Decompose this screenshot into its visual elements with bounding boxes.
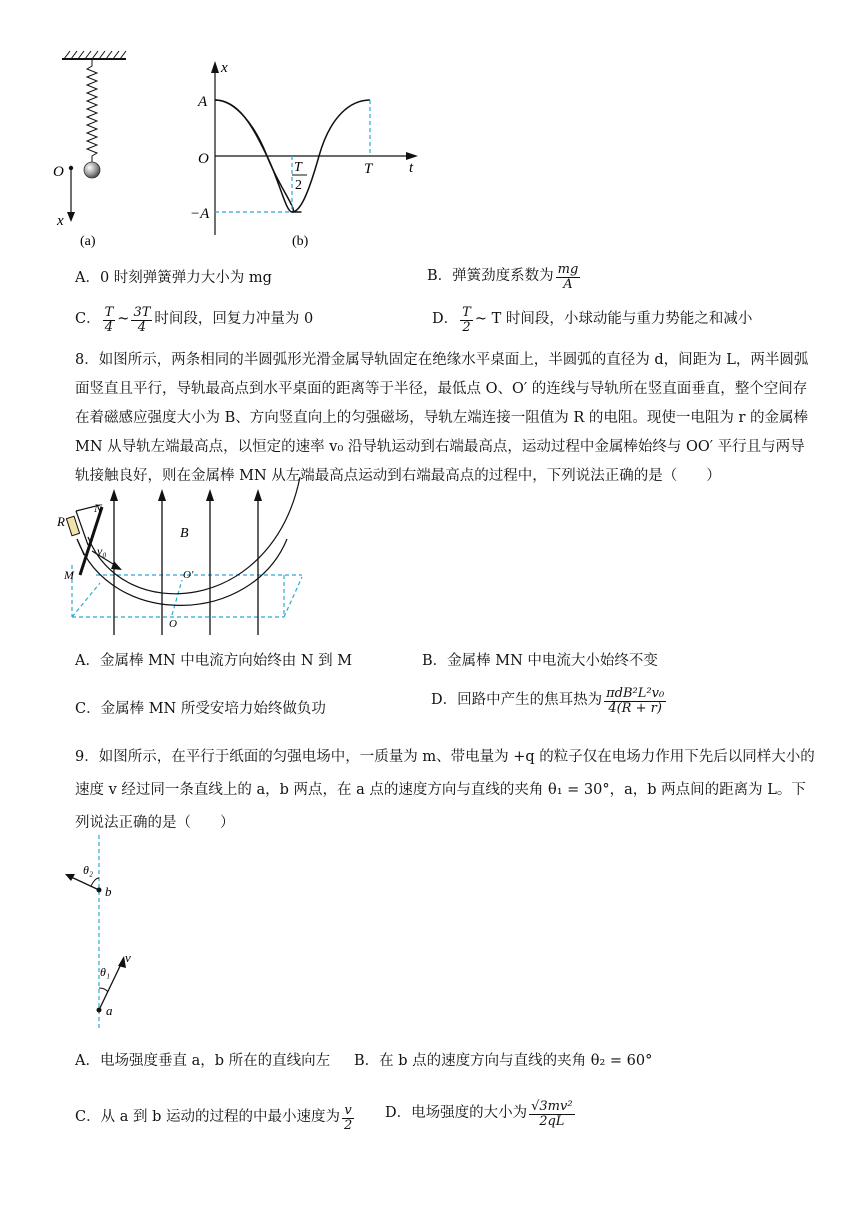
q8-option-a[interactable]: A．金属棒 MN 中电流方向始终由 N 到 M [75, 653, 353, 669]
q8-fig-v0: v₀ [97, 544, 107, 558]
q9-fig-theta2: θ₂ [83, 863, 94, 877]
q7-option-a[interactable]: A．0 时刻弹簧弹力大小为 mg [75, 270, 272, 286]
figure-particle-q9 [55, 830, 155, 1035]
q9-option-d-frac: $\frac{\text{√3mv²}}{2qL}$ [531, 1099, 573, 1129]
q7-option-c-frac1: $\frac{T}{4}$ [104, 305, 114, 335]
q8-fig-N: N [94, 501, 103, 515]
fig-b-negA-label: −A [190, 206, 210, 222]
q9-fig-b: b [105, 884, 112, 899]
q8-stem: 8．如图所示，两条相同的半圆弧形光滑金属导轨固定在绝缘水平桌面上，半圆弧的直径为 d，间距为 L，两半圆弧面竖直且平行，导轨最高点到水平桌面的距离等于半径，最低点 O、O′ 的连线与导轨所在竖直面垂直，整个空间存在着磁感应强度大小为 B、方向竖直向上的匀强磁场，导轨左端连接一阻值为 R 的电阻。现使一电阻为 r 的金属棒 MN 从导轨左端最高点，以恒定的速率 v₀ 沿导轨运动到右端最高点，运动过程中金属棒始终与 OO′ 平行且与两导轨接触良好，则在金属棒 MN 从左端最高点运动到右端最高点的过程中，下列说法正确的是（ ） [75, 352, 809, 484]
q8-option-d[interactable]: D．回路中产生的焦耳热为 $\frac{\text{πdB²L²v₀}}{4(R + r)}$ [431, 686, 665, 716]
q7-option-d[interactable]: D． $\frac{T}{2}$ ~ T 时间段，小球动能与重力势能之和减小 [432, 305, 753, 335]
q7-option-c[interactable]: C． $\frac{T}{4}$ ~ $\frac{3T}{4}$ 时间段，回复力冲量为 0 [75, 305, 314, 335]
q9-fig-v: v [125, 950, 131, 965]
fig-b-t-axis-label: t [409, 160, 414, 176]
q8-fig-O-prime: O′ [183, 569, 194, 581]
q9-stem: 9．如图所示，在平行于纸面的匀强电场中，一质量为 m、带电量为 +q 的粒子仅在电场力作用下先后以同样大小的速度 v 经过同一条直线上的 a，b 两点，在 a 点的速度方向与直线的夹角 θ₁ = 30°，a，b 两点间的距离为 L。下列说法正确的是（ ） [75, 749, 815, 831]
fig-b-x-axis-label: x [221, 60, 228, 76]
q8-fig-B: B [180, 526, 189, 541]
q7-option-b[interactable] [427, 263, 582, 291]
q8-fig-O: O [169, 618, 177, 630]
fig-b-caption: (b) [292, 234, 309, 249]
q8-option-b[interactable]: B．金属棒 MN 中电流大小始终不变 [422, 653, 658, 669]
fig-b-A-label: A [198, 94, 208, 110]
fig-a-caption: (a) [80, 234, 96, 249]
q7-option-b-fraction: $\frac{mg}{A}$ [557, 262, 579, 292]
figure-sine-b [190, 55, 430, 250]
q8-option-c[interactable]: C．金属棒 MN 所受安培力始终做负功 [75, 701, 326, 717]
q7-option-b-text: B．弹簧劲度系数为 [427, 268, 554, 285]
fig-a-o-label: O [53, 164, 64, 180]
q9-option-b[interactable]: B．在 b 点的速度方向与直线的夹角 θ₂ = 60° [354, 1053, 653, 1069]
fig-b-T-half-den: 2 [295, 178, 302, 193]
fig-b-T-label: T [364, 161, 373, 177]
q9-fig-a: a [106, 1003, 113, 1018]
figure-rails-q8 [52, 475, 312, 635]
q9-option-c-frac: $\frac{v}{2}$ [343, 1103, 353, 1133]
fig-a-x-label: x [57, 213, 64, 229]
q7-option-c-frac2: $\frac{3T}{4}$ [133, 305, 151, 335]
q9-option-c[interactable]: C．从 a 到 b 运动的过程的中最小速度为 $\frac{v}{2}$ [75, 1103, 353, 1133]
q9-option-a[interactable]: A．电场强度垂直 a，b 所在的直线向左 [75, 1053, 331, 1069]
q9-option-d[interactable]: D．电场强度的大小为 $\frac{\text{√3mv²}}{2qL}$ [385, 1099, 573, 1129]
q8-fig-R: R [57, 514, 65, 529]
q7-option-d-frac: $\frac{T}{2}$ [462, 305, 471, 335]
q8-fig-M: M [64, 568, 74, 582]
q9-fig-theta1: θ₁ [100, 965, 111, 979]
fig-b-O-label: O [198, 151, 209, 167]
figure-spring-a [40, 50, 150, 250]
q8-option-d-frac: $\frac{\text{πdB²L²v₀}}{4(R + r)}$ [606, 686, 665, 716]
fig-b-T-half-num: T [294, 160, 302, 175]
